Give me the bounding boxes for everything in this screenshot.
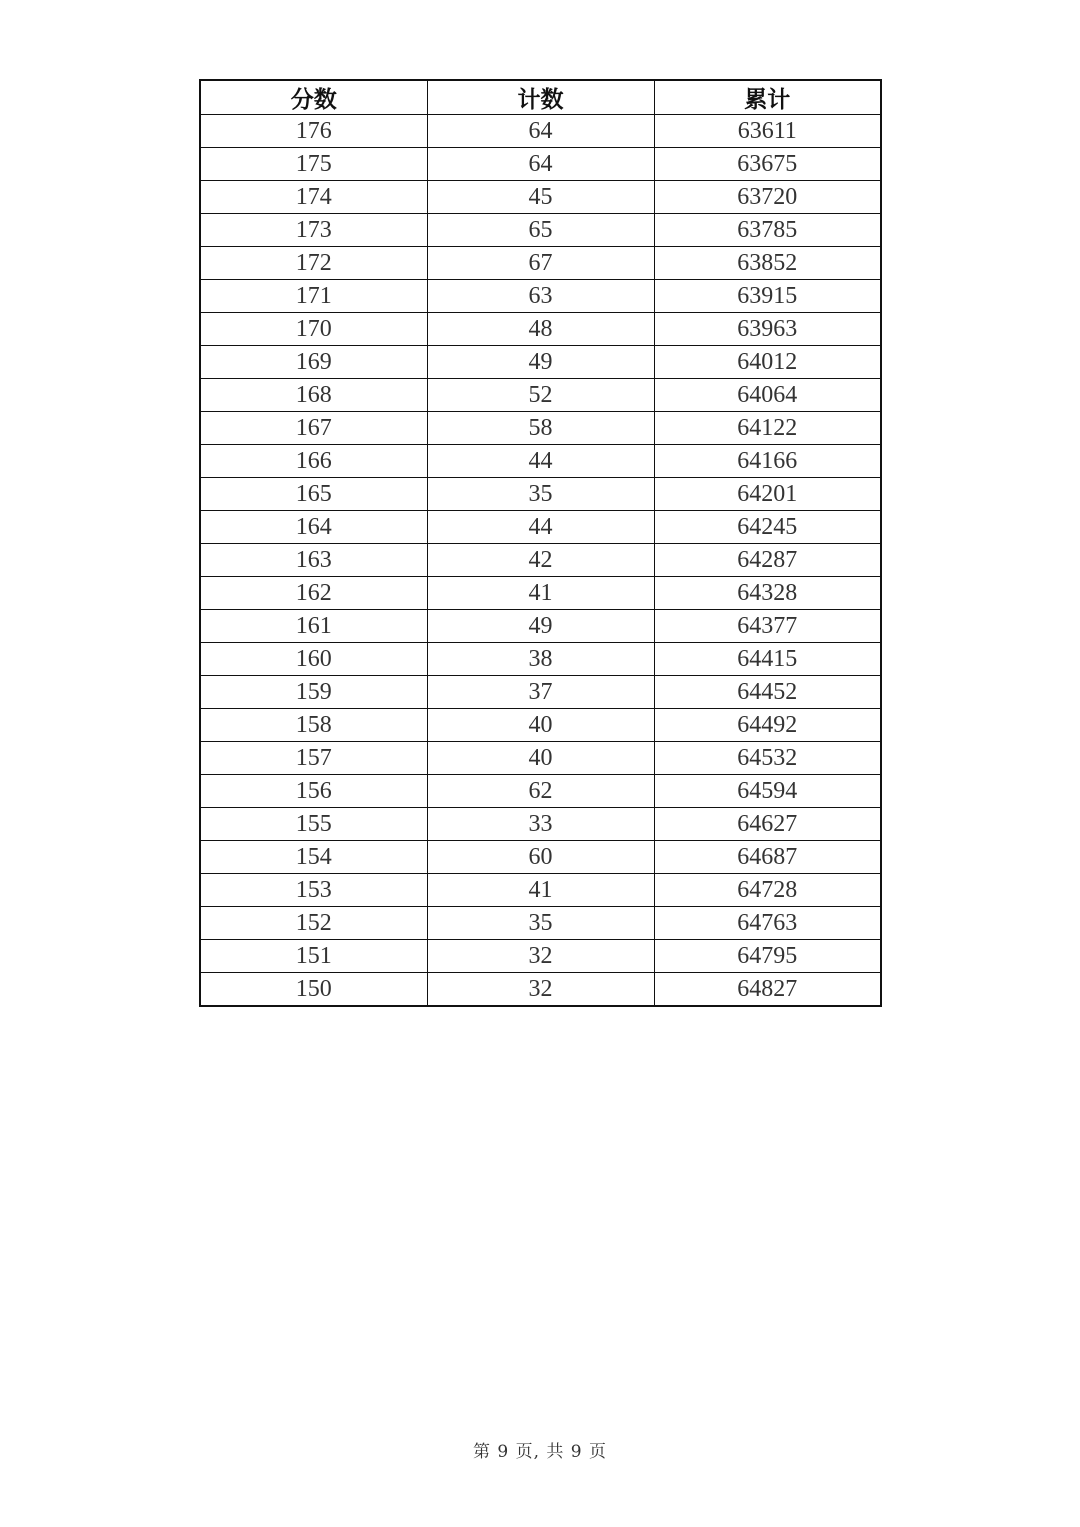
cell-count: 62 xyxy=(427,775,654,808)
cell-cumulative: 64064 xyxy=(654,379,881,412)
table-row xyxy=(200,709,881,742)
cell-score: 163 xyxy=(200,544,427,577)
cell-score: 158 xyxy=(200,709,427,742)
cell-count: 35 xyxy=(427,478,654,511)
cell-score: 150 xyxy=(200,973,427,1007)
cell-cumulative: 63852 xyxy=(654,247,881,280)
cell-cumulative: 64795 xyxy=(654,940,881,973)
cell-cumulative: 64492 xyxy=(654,709,881,742)
header-score: 分数 xyxy=(200,80,427,115)
cell-score: 168 xyxy=(200,379,427,412)
cell-count: 41 xyxy=(427,874,654,907)
table-row xyxy=(200,115,881,148)
cell-score: 175 xyxy=(200,148,427,181)
cell-score: 167 xyxy=(200,412,427,445)
cell-cumulative: 64245 xyxy=(654,511,881,544)
cell-count: 32 xyxy=(427,940,654,973)
cell-score: 172 xyxy=(200,247,427,280)
cell-cumulative: 64328 xyxy=(654,577,881,610)
cell-count: 41 xyxy=(427,577,654,610)
cell-cumulative: 63915 xyxy=(654,280,881,313)
cell-count: 45 xyxy=(427,181,654,214)
table-row xyxy=(200,313,881,346)
table-row xyxy=(200,874,881,907)
cell-cumulative: 64452 xyxy=(654,676,881,709)
page-number-footer: 第 9 页, 共 9 页 xyxy=(472,1442,608,1462)
header-count: 计数 xyxy=(427,80,654,115)
cell-cumulative: 64287 xyxy=(654,544,881,577)
cell-count: 44 xyxy=(427,445,654,478)
cell-score: 170 xyxy=(200,313,427,346)
cell-cumulative: 64532 xyxy=(654,742,881,775)
table-row xyxy=(200,346,881,379)
cell-cumulative: 64012 xyxy=(654,346,881,379)
table-row xyxy=(200,808,881,841)
cell-score: 173 xyxy=(200,214,427,247)
cell-score: 171 xyxy=(200,280,427,313)
cell-score: 160 xyxy=(200,643,427,676)
cell-cumulative: 64166 xyxy=(654,445,881,478)
cell-cumulative: 63720 xyxy=(654,181,881,214)
cell-score: 165 xyxy=(200,478,427,511)
cell-score: 152 xyxy=(200,907,427,940)
cell-score: 155 xyxy=(200,808,427,841)
cell-score: 157 xyxy=(200,742,427,775)
cell-score: 156 xyxy=(200,775,427,808)
table-row xyxy=(200,841,881,874)
cell-score: 176 xyxy=(200,115,427,148)
cell-count: 64 xyxy=(427,148,654,181)
cell-cumulative: 63675 xyxy=(654,148,881,181)
cell-cumulative: 64687 xyxy=(654,841,881,874)
cell-cumulative: 64627 xyxy=(654,808,881,841)
cell-score: 151 xyxy=(200,940,427,973)
cell-score: 161 xyxy=(200,610,427,643)
cell-count: 48 xyxy=(427,313,654,346)
table-row xyxy=(200,775,881,808)
cell-count: 52 xyxy=(427,379,654,412)
table-row xyxy=(200,379,881,412)
cell-count: 60 xyxy=(427,841,654,874)
table-row xyxy=(200,181,881,214)
cell-count: 64 xyxy=(427,115,654,148)
header-cumulative: 累计 xyxy=(654,80,881,115)
cell-count: 58 xyxy=(427,412,654,445)
table-row xyxy=(200,907,881,940)
cell-count: 37 xyxy=(427,676,654,709)
cell-cumulative: 63963 xyxy=(654,313,881,346)
cell-count: 49 xyxy=(427,346,654,379)
cell-score: 166 xyxy=(200,445,427,478)
cell-cumulative: 64377 xyxy=(654,610,881,643)
cell-count: 63 xyxy=(427,280,654,313)
table-row xyxy=(200,973,881,1007)
cell-cumulative: 64827 xyxy=(654,973,881,1007)
cell-count: 44 xyxy=(427,511,654,544)
cell-count: 40 xyxy=(427,742,654,775)
cell-cumulative: 63611 xyxy=(654,115,881,148)
table-row xyxy=(200,940,881,973)
cell-score: 162 xyxy=(200,577,427,610)
cell-score: 174 xyxy=(200,181,427,214)
cell-score: 159 xyxy=(200,676,427,709)
cell-cumulative: 64728 xyxy=(654,874,881,907)
table-body xyxy=(200,115,881,1007)
cell-cumulative: 64201 xyxy=(654,478,881,511)
cell-score: 164 xyxy=(200,511,427,544)
cell-cumulative: 64594 xyxy=(654,775,881,808)
cell-score: 169 xyxy=(200,346,427,379)
table-row xyxy=(200,610,881,643)
cell-count: 40 xyxy=(427,709,654,742)
cell-count: 65 xyxy=(427,214,654,247)
cell-count: 42 xyxy=(427,544,654,577)
cell-count: 49 xyxy=(427,610,654,643)
cell-cumulative: 63785 xyxy=(654,214,881,247)
table-row xyxy=(200,280,881,313)
table-row xyxy=(200,478,881,511)
cell-cumulative: 64415 xyxy=(654,643,881,676)
table-row xyxy=(200,511,881,544)
score-distribution-table xyxy=(199,79,882,1007)
table-header-row xyxy=(200,80,881,115)
table-row xyxy=(200,214,881,247)
table-row xyxy=(200,445,881,478)
cell-cumulative: 64763 xyxy=(654,907,881,940)
table-row xyxy=(200,742,881,775)
cell-count: 35 xyxy=(427,907,654,940)
table-row xyxy=(200,247,881,280)
cell-cumulative: 64122 xyxy=(654,412,881,445)
table-row xyxy=(200,148,881,181)
cell-score: 153 xyxy=(200,874,427,907)
cell-count: 38 xyxy=(427,643,654,676)
cell-count: 33 xyxy=(427,808,654,841)
table-row xyxy=(200,643,881,676)
cell-count: 67 xyxy=(427,247,654,280)
table-row xyxy=(200,412,881,445)
table-row xyxy=(200,544,881,577)
cell-count: 32 xyxy=(427,973,654,1007)
table-row xyxy=(200,676,881,709)
table-row xyxy=(200,577,881,610)
cell-score: 154 xyxy=(200,841,427,874)
